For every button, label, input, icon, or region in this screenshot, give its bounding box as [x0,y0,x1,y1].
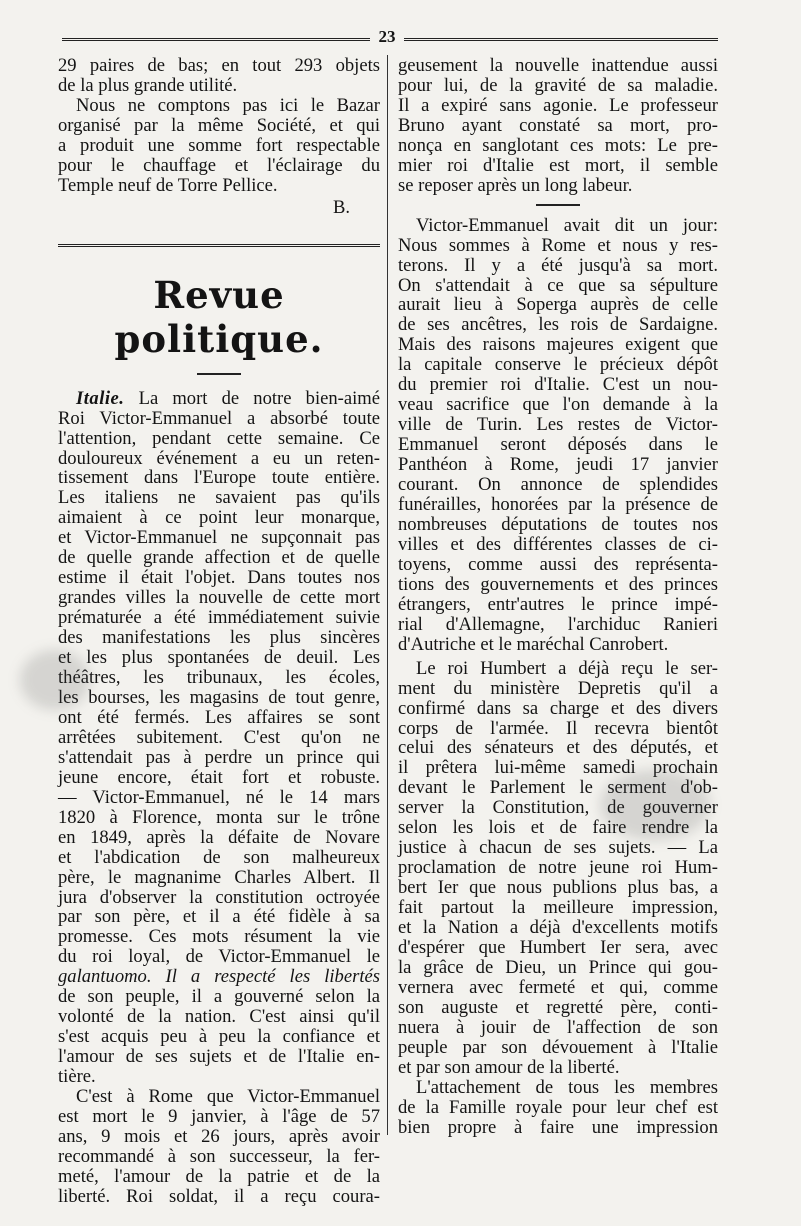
text-line: de quelle grande affection et de quelle [58,547,380,569]
section-title: Revue politique. [114,272,324,361]
text-line: Roi Victor-Emmanuel a absorbé toute [58,407,380,429]
text-line: douloureux événement a eu un reten- [58,447,380,469]
text-line: tions des gouvernements et des princes [398,573,718,595]
text-line: Victor-Emmanuel avait dit un jour: [416,214,718,236]
text-line: confirmé dans sa charge et des divers [398,697,718,719]
text-line: recommandé à son successeur, la fer- [58,1145,380,1167]
text-line: C'est à Rome que Victor-Emmanuel [76,1086,380,1108]
text-line: l'amour de ses sujets et de l'Italie en- [58,1046,380,1068]
text-line: les bourses, les magasins de tout genre, [58,686,380,708]
right-column [398,56,718,1138]
text-line: — Victor-Emmanuel, né le 14 mars [58,786,380,808]
text-line: pour lui, de la gravité de sa maladie. [398,74,718,96]
column-divider [387,55,388,1135]
text-line [58,389,380,409]
text-line: la capitale conserve le précieux dépôt [398,354,718,376]
paragraph-intro [58,56,380,96]
text-line: galantuomo. Il a respecté les libertés [58,966,380,988]
text-line: de la Famille royale pour leur chef est [398,1096,718,1118]
text-line: peuple par son dévouement à l'Italie [398,1036,718,1058]
text-line: meté, l'amour de la patrie et de la [58,1165,380,1187]
text-line: d'espérer que Humbert Ier sera, avec [398,936,718,958]
text-line: nombreuses députations de toutes nos [398,513,718,535]
lede-text: La mort de notre bien-aimé [124,387,380,409]
text-line: proclamation de notre jeune roi Hum- [398,857,718,879]
text-line: ont été fermés. Les affaires se sont [58,706,380,728]
text-line: bien propre à faire une impression [398,1116,718,1138]
paragraph-rule [536,204,580,206]
text-line: volonté de la nation. C'est ainsi qu'il [58,1006,380,1028]
text-line: liberté. Roi soldat, il a reçu coura- [58,1185,380,1207]
text-line: pour le chauffage et l'éclairage du [58,154,380,176]
text-line: mier roi d'Italie est mort, il semble [398,154,718,176]
text-line: Mais des raisons majeures exigent que [398,334,718,356]
text-line: selon les lois et de faire rendre la [398,817,718,839]
text-line: justice à chacun de ses sujets. — La [398,837,718,859]
text-line: veau sacrifice que l'on demande à la [398,394,718,416]
text-line: fait partout la meilleure impression, [398,897,718,919]
text-line: de la plus grande utilité. [58,74,238,96]
text-line: ment du ministère Depretis qu'il a [398,677,718,699]
title-rule [197,373,241,375]
text-line: celui des sénateurs et des députés, et [398,737,718,759]
ink-stain [20,650,90,710]
text-line: en 1849, après la défaite de Novare [58,826,380,848]
text-line: corps de l'armée. Il recevra bientôt [398,717,718,739]
paragraph-attachment [398,1078,718,1138]
signature: B. [332,196,350,218]
text-line: nonça en sanglotant ces mots: Le pre- [398,134,718,156]
text-line: s'est acquis peu à peu la confiance et [58,1026,380,1048]
text-line: geusement la nouvelle inattendue aussi [398,55,718,76]
text-line: bert Ier que nous publions plus bas, a [398,877,718,899]
text-line: 1820 à Florence, monta sur le trône [58,806,380,828]
text-line: s'attendait pas à perdre un prince qui [58,746,380,768]
lede-label: Italie. [76,387,125,409]
left-column [58,56,380,1207]
text-line: organisé par la même Société, et qui [58,114,380,136]
text-line: villes et des différentes classes de ci- [398,533,718,555]
text-line: toyens, comme aussi des représenta- [398,553,718,575]
paragraph-continuation [398,56,718,196]
text-line: Panthéon à Rome, jeudi 17 janvier [398,454,718,476]
text-line: Les italiens ne savaient pas qu'ils [58,487,380,509]
text-line: Temple neuf de Torre Pellice. [58,174,278,196]
text-line: terons. Il y a été jusqu'à sa mort. [398,254,718,276]
paragraph-humbert [398,659,718,1078]
text-line: estime il était l'objet. Dans toutes nos [58,567,380,589]
text-line: est mort le 9 janvier, à l'âge de 57 [58,1105,380,1127]
text-line: père, le magnanime Charles Albert. Il [58,866,380,888]
text-line: théâtres, les tribunaux, les écoles, [58,667,380,689]
text-line: la grâce de Dieu, un Prince qui gou- [398,956,718,978]
header-rule-left [62,38,370,41]
text-line: de ses ancêtres, les rois de Sardaigne. [398,314,718,336]
text-line: vernera avec fermeté et qui, comme [398,976,718,998]
text-line: ville de Turin. Les restes de Victor- [398,414,718,436]
text-line: server la Constitution, de gouverner [398,797,718,819]
text-line: devant le Parlement le serment d'ob- [398,777,718,799]
text-line: courant. On annonce de splendides [398,474,718,496]
text-line: L'attachement de tous les membres [416,1076,718,1098]
text-line: de son peuple, il a gouverné selon la [58,986,380,1008]
text-line: du roi loyal, de Victor-Emmanuel le [58,946,380,968]
text-line: Il a expiré sans agonie. Le professeur [398,94,718,116]
paragraph-rome [58,1087,380,1207]
text-line: étrangers, entr'autres le prince impé- [398,593,718,615]
text-line: et par son amour de la liberté. [398,1056,620,1078]
text-line: rial d'Allemagne, l'archiduc Ranieri [398,613,718,635]
text-line: du premier roi d'Italie. C'est un nou- [398,374,718,396]
text-line: Bruno ayant constaté sa mort, pro- [398,114,718,136]
paragraph-bazar [58,96,380,196]
text-line: tière. [58,1066,96,1088]
text-line: et l'abdication de son malheureux [58,846,380,868]
text-line: et les plus spontanées de deuil. Les [58,647,380,669]
text-line: ans, 9 mois et 26 jours, après avoir [58,1125,380,1147]
text-line: aimaient à ce point leur monarque, [58,507,380,529]
text-line: il prêtera lui-même samedi prochain [398,757,718,779]
text-line: aurait lieu à Soperga auprès de celle [398,294,718,316]
text-line: son auguste et regretté père, conti- [398,996,718,1018]
text-line: Emmanuel seront déposés dans le [398,434,718,456]
text-line: Le roi Humbert a déjà reçu le ser- [416,657,718,679]
text-line: promesse. Ces mots résument la vie [58,926,380,948]
text-line: Nous ne comptons pas ici le Bazar [76,94,380,116]
paragraph-rome-stay [398,216,718,655]
text-line: d'Autriche et le maréchal Canrobert. [398,633,669,655]
page-number: 23 [378,27,396,46]
text-line: nuera à jouir de l'affection de son [398,1016,718,1038]
text-line: jura d'observer la constitution octroyée [58,886,380,908]
header-rule-right [404,38,718,41]
text-line: grandes villes la nouvelle de cette mort [58,587,380,609]
text-line: tissement dans l'Europe toute entière. [58,467,380,489]
section-separator [58,244,380,247]
text-line: par son père, et il a été fidèle à sa [58,906,380,928]
text-line: des manifestations les plus sincères [58,627,380,649]
text-line: 29 paires de bas; en tout 293 objets [58,55,380,76]
text-line: arrêtées subitement. C'est qu'on ne [58,726,380,748]
text-line: a produit une somme fort respectable [58,134,380,156]
text-line: se reposer après un long labeur. [398,174,633,196]
text-line: l'attention, pendant cette semaine. Ce [58,427,380,449]
text-line: jeune encore, était fort et robuste. [58,766,380,788]
text-line: prématurée a été immédiatement suivie [58,607,380,629]
text-line: et Victor-Emmanuel ne supçonnait pas [58,527,380,549]
ink-stain [600,770,710,840]
text-line: et la Nation a déjà d'excellents motifs [398,917,718,939]
paragraph-italie [58,389,380,1087]
text-line: Nous sommes à Rome et nous y res- [398,234,718,256]
text-line: On s'attendait à ce que sa sépulture [398,274,718,296]
text-line: funérailles, honorées par la présence de [398,494,718,516]
